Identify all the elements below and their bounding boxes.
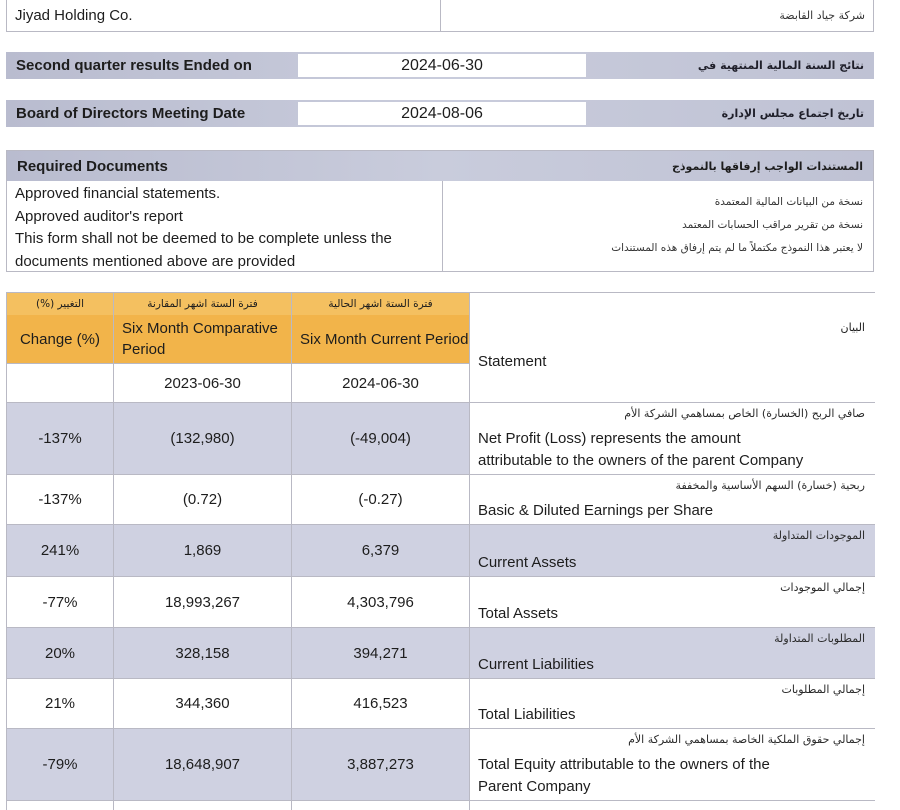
change-cell: 241% bbox=[7, 525, 114, 576]
required-documents-title-en: Required Documents bbox=[17, 157, 168, 175]
table-row bbox=[7, 729, 875, 801]
statement-label-en: Total Equity attributable to the owners of the bbox=[478, 756, 770, 773]
statement-cell bbox=[470, 525, 875, 576]
statement-label-en: Current Liabilities bbox=[478, 656, 594, 673]
statement-label-en: Basic & Diluted Earnings per Share bbox=[478, 502, 714, 519]
comparative-cell: 18,993,267 bbox=[114, 577, 292, 627]
required-documents-list-en bbox=[7, 181, 443, 271]
comparative-date: 2023-06-30 bbox=[114, 364, 292, 402]
statement-cell bbox=[470, 475, 875, 524]
meeting-label-ar: تاريخ اجتماع مجلس الإدارة bbox=[721, 107, 864, 120]
header-current-ar: فترة الستة اشهر الحالية bbox=[292, 293, 469, 315]
required-documents-title-ar: المستندات الواجب إرفاقها بالنموذج bbox=[671, 159, 863, 173]
required-documents-header bbox=[7, 151, 873, 181]
header-comparative-en-2: Period bbox=[122, 341, 166, 358]
statement-cell bbox=[470, 628, 875, 678]
statement-label-en: Net Profit (Loss) represents the amount bbox=[478, 430, 741, 447]
statement-label-ar: إجمالي الموجودات bbox=[780, 581, 865, 594]
statement-label-ar: الموجودات المتداولة bbox=[772, 529, 865, 542]
statement-label-en-2: Parent Company bbox=[478, 778, 591, 795]
doc-item-ar: نسخة من تقرير مراقب الحسابات المعتمد bbox=[682, 219, 863, 231]
company-name-ar: شركة جياد القابضة bbox=[779, 9, 865, 22]
header-current bbox=[292, 293, 470, 363]
current-cell: (-49,004) bbox=[292, 403, 470, 474]
current-cell: 416,523 bbox=[292, 679, 470, 728]
statement-cell bbox=[470, 729, 875, 800]
comparative-cell: (0.72) bbox=[114, 475, 292, 524]
doc-item: Approved financial statements. bbox=[15, 185, 221, 202]
current-cell: 4,303,796 bbox=[292, 577, 470, 627]
header-statement-en: Statement bbox=[478, 353, 547, 370]
statement-label-ar: ربحية (خسارة) السهم الأساسية والمخففة bbox=[675, 479, 865, 492]
change-cell: -79% bbox=[7, 729, 114, 800]
current-date: 2024-06-30 bbox=[292, 364, 470, 402]
company-row bbox=[6, 0, 874, 32]
header-comparative bbox=[114, 293, 292, 363]
statement-label-en: Total Liabilities bbox=[478, 706, 576, 723]
statement-label-en-2: attributable to the owners of the parent Company bbox=[478, 452, 804, 469]
comparative-cell: 328,158 bbox=[114, 628, 292, 678]
statement-cell bbox=[470, 679, 875, 728]
comparative-cell: (132,980) bbox=[114, 403, 292, 474]
change-cell: -77% bbox=[7, 577, 114, 627]
header-statement-ar: البيان bbox=[840, 321, 865, 334]
board-meeting-bar bbox=[6, 100, 874, 127]
header-change-en: Change (%) bbox=[19, 330, 101, 348]
quarter-label-ar: نتائج السنة المالية المنتهية في bbox=[697, 59, 864, 72]
required-documents-box bbox=[6, 150, 874, 272]
change-cell: -137% bbox=[7, 403, 114, 474]
doc-item: Approved auditor's report bbox=[15, 207, 183, 225]
header-current-en: Six Month Current Period bbox=[300, 330, 469, 348]
table-header-row bbox=[7, 293, 875, 370]
table-row bbox=[7, 628, 875, 679]
table-row bbox=[7, 577, 875, 628]
meeting-date: 2024-08-06 bbox=[298, 102, 586, 125]
table-row bbox=[7, 403, 875, 475]
current-cell: 6,379 bbox=[292, 525, 470, 576]
doc-note: This form shall not be deemed to be complete unless the bbox=[15, 230, 392, 247]
current-cell: (-0.27) bbox=[292, 475, 470, 524]
results-table bbox=[6, 292, 875, 810]
required-documents-list-ar bbox=[443, 181, 873, 271]
statement-label-en: Current Assets bbox=[478, 554, 577, 571]
change-cell: -137% bbox=[7, 475, 114, 524]
statement-label-ar: صافي الربح (الخسارة) الخاص بمساهمي الشركة الأم bbox=[624, 407, 865, 420]
statement-label-ar: إجمالي حقوق الملكية الخاصة بمساهمي الشركة الأم bbox=[628, 733, 865, 746]
header-statement bbox=[470, 293, 875, 403]
company-name-en: Jiyad Holding Co. bbox=[7, 0, 441, 31]
statement-label-en: Total Assets bbox=[478, 605, 559, 622]
table-row bbox=[7, 801, 875, 810]
quarter-label-en: Second quarter results Ended on bbox=[16, 57, 252, 74]
statement-cell bbox=[470, 403, 875, 474]
table-dates-row bbox=[7, 363, 470, 403]
doc-item-ar: نسخة من البيانات المالية المعتمدة bbox=[714, 196, 863, 208]
current-cell: 3,887,273 bbox=[292, 729, 470, 800]
comparative-cell: 1,869 bbox=[114, 525, 292, 576]
table-row bbox=[7, 679, 875, 729]
current-cell: 394,271 bbox=[292, 628, 470, 678]
header-change-ar: التغيير (%) bbox=[7, 293, 113, 315]
header-comparative-en: Six Month Comparative bbox=[122, 320, 278, 337]
doc-note-ar: لا يعتبر هذا النموذج مكتملاً ما لم يتم إرفاق هذه المستندات bbox=[611, 242, 863, 254]
comparative-cell: 18,648,907 bbox=[114, 729, 292, 800]
meeting-label-en: Board of Directors Meeting Date bbox=[16, 105, 246, 122]
table-row bbox=[7, 525, 875, 577]
quarter-end-date: 2024-06-30 bbox=[298, 54, 586, 77]
table-row bbox=[7, 475, 875, 525]
doc-note: documents mentioned above are provided bbox=[15, 252, 296, 270]
header-change bbox=[7, 293, 114, 363]
statement-label-ar: إجمالي المطلوبات bbox=[781, 683, 865, 696]
statement-label-ar: المطلوبات المتداولة bbox=[774, 632, 865, 645]
statement-cell bbox=[470, 577, 875, 627]
comparative-cell: 344,360 bbox=[114, 679, 292, 728]
header-comparative-ar: فترة الستة اشهر المقارنة bbox=[114, 293, 291, 315]
change-cell: 21% bbox=[7, 679, 114, 728]
change-cell: 20% bbox=[7, 628, 114, 678]
quarter-results-bar bbox=[6, 52, 874, 79]
